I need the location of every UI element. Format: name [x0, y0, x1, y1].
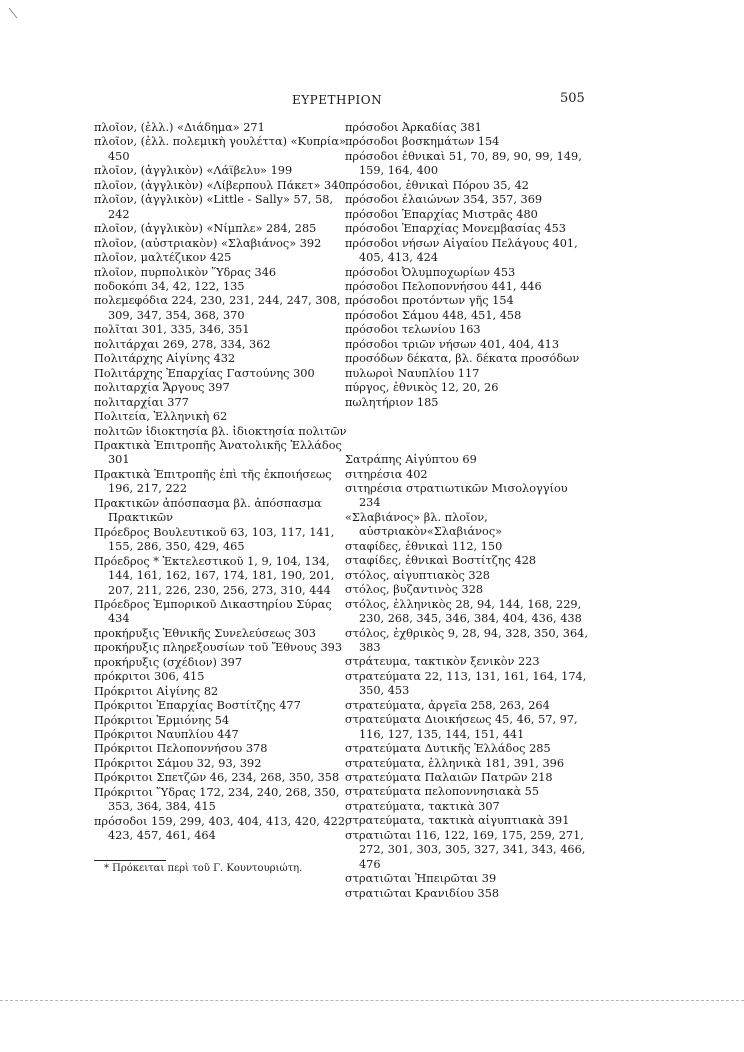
index-entry: Πρόεδρος Βουλευτικοῦ 63, 103, 117, 141, 155, 286, 350, 429, 465	[94, 525, 335, 554]
index-entry: πωλητήριον 185	[345, 395, 439, 409]
index-entry: στόλος, αἰγυπτιακὸς 328	[345, 568, 490, 582]
scan-corner-mark	[8, 4, 18, 16]
index-entry: στρατεύματα, ἑλληνικὰ 181, 391, 396	[345, 756, 565, 770]
index-entry: πρόσοδοι τελωνίου 163	[345, 323, 481, 337]
index-entry: πλοῖον, (ἑλλ.) «Διάδημα» 271	[94, 121, 265, 134]
right-column-bottom-group	[345, 453, 590, 901]
index-entry: πλοῖον, (ἀγγλικὸν) «Little - Sally» 57, 58, 242	[94, 193, 334, 221]
index-entry: Πρακτικῶν ἀπόσπασμα βλ. ἀπόσπασμα Πρακτικῶν	[94, 496, 322, 525]
index-entry: στρατεύματα, τακτικὰ αἰγυπτιακὰ 391	[345, 814, 570, 828]
index-entry: πρόσοδοι Ἀρκαδίας 381	[345, 121, 482, 134]
index-entry: πλοῖον, (αὐστριακὸν) «Σλαβιάνος» 392	[94, 236, 322, 250]
index-entry: ποδοκόπι 34, 42, 122, 135	[94, 279, 245, 293]
running-head	[0, 93, 744, 107]
index-entry: στρατεύματα Διοικήσεως 45, 46, 57, 97, 116, 127, 135, 144, 151, 441	[345, 713, 578, 741]
page-number: 505	[560, 91, 585, 106]
index-entry: πρόσοδοι ἐθνικαὶ 51, 70, 89, 90, 99, 149, 159, 164, 400	[345, 149, 582, 178]
index-entry: Πρακτικὰ Ἐπιτροπῆς ἐπὶ τῆς ἐκποιήσεως 196, 217, 222	[94, 467, 332, 496]
index-entry: στρατεύματα 22, 113, 131, 161, 164, 174, 350, 453	[345, 669, 587, 698]
index-entry: πλοῖον, (ἀγγλικὸν) «Νίμπλε» 284, 285	[94, 222, 317, 236]
index-entry: πλοῖον, (ἀγγλικὸν) «Λίβερπουλ Πάκετ» 340	[94, 178, 346, 192]
index-entry: πολιταρχίαι 377	[94, 395, 189, 409]
index-entry: προκήρυξις πληρεξουσίων τοῦ Ἔθνους 393	[94, 641, 343, 655]
index-entry: σιτηρέσια στρατιωτικῶν Μισολογγίου 234	[345, 481, 568, 510]
index-entry: πρόσοδοι, ἐθνικαὶ Πόρου 35, 42	[345, 178, 529, 192]
index-entry: Πρόεδρος Ἐμπορικοῦ Δικαστηρίου Σύρας 434	[94, 597, 332, 626]
index-entry: Πρόεδρος * Ἐκτελεστικοῦ 1, 9, 104, 134, 144, 161, 162, 167, 174, 181, 190, 201, 207, 211, 226, 230, 256, 273, 310, 444	[94, 554, 335, 597]
index-entry: στρατεύματα πελοποννησιακὰ 55	[345, 785, 540, 799]
running-title: ΕΥΡΕΤΗΡΙΟΝ	[292, 93, 383, 107]
index-entry: στρατεύματα Παλαιῶν Πατρῶν 218	[345, 771, 553, 785]
index-entry: Πρόκριτοι Σάμου 32, 93, 392	[94, 756, 262, 770]
index-entry: πρόσοδοι ἐλαιώνων 354, 357, 369	[345, 193, 543, 207]
index-entry: πρόσοδοι 159, 299, 403, 404, 413, 420, 422, 423, 457, 461, 464	[94, 814, 349, 843]
index-entry: Πολιτάρχης Ἐπαρχίας Γαστούνης 300	[94, 366, 315, 380]
index-entry: Πρόκριτοι Σπετζῶν 46, 234, 268, 350, 358	[94, 771, 340, 785]
index-entry: Πρακτικὰ Ἐπιτροπῆς Ἀνατολικῆς Ἑλλάδος 301	[94, 438, 342, 467]
index-entry: προκήρυξις (σχέδιον) 397	[94, 655, 243, 669]
index-entry: στράτευμα, τακτικὸν ξενικὸν 223	[345, 655, 540, 669]
index-entry: στρατιῶται Ἠπειρῶται 39	[345, 872, 497, 886]
index-entry: Πρόκριτοι Ναυπλίου 447	[94, 728, 239, 742]
index-entry: στρατιῶται 116, 122, 169, 175, 259, 271, 272, 301, 303, 305, 327, 341, 343, 466, 476	[345, 828, 586, 871]
index-entry: «Σλαβιάνος» βλ. πλοῖον, αὐστριακὸν«Σλαβιάνος»	[345, 510, 503, 539]
index-entry: σταφίδες, ἐθνικαὶ 112, 150	[345, 539, 503, 553]
index-entry: Πρόκριτοι Ὕδρας 172, 234, 240, 268, 350, 353, 364, 384, 415	[94, 785, 340, 814]
index-entry: πρόσοδοι νήσων Αἰγαίου Πελάγους 401, 405, 413, 424	[345, 236, 578, 265]
index-entry: πολῖται 301, 335, 346, 351	[94, 323, 250, 337]
index-entry: στρατεύματα Δυτικῆς Ἑλλάδος 285	[345, 742, 551, 756]
index-entry: πρόσοδοι βοσκημάτων 154	[345, 135, 500, 149]
scan-artifact-line	[0, 1000, 744, 1001]
index-entry: πλοῖον, μαλτέζικον 425	[94, 251, 232, 265]
index-entry: πρόσοδοι Σάμου 448, 451, 458	[345, 308, 522, 322]
index-entry: στόλος, ἑλληνικὸς 28, 94, 144, 168, 229, 230, 268, 345, 346, 384, 404, 436, 438	[345, 597, 582, 626]
right-column	[345, 121, 590, 901]
index-entry: στρατιῶται Κρανιδίου 358	[345, 886, 500, 900]
index-entry: σιτηρέσια 402	[345, 467, 428, 481]
index-entry: σταφίδες, ἐθνικαὶ Βοστίτζης 428	[345, 554, 537, 568]
index-entry: πολιτάρχαι 269, 278, 334, 362	[94, 337, 271, 351]
index-entry: πολιτῶν ἰδιοκτησία βλ. ἰδιοκτησία πολιτῶν	[94, 424, 347, 438]
index-entry: πλοῖον, (ἑλλ. πολεμικὴ γουλέττα) «Κυπρία» 450	[94, 135, 346, 163]
index-entry: Πρόκριτοι Ἐπαρχίας Βοστίτζης 477	[94, 699, 301, 713]
index-entry: πλοῖον, πυρπολικὸν Ὕδρας 346	[94, 265, 277, 279]
index-entry: πρόσοδοι Ὀλυμποχωρίων 453	[345, 265, 516, 279]
index-entry: πρόκριτοι 306, 415	[94, 670, 205, 684]
index-entry: πρόσοδοι τριῶν νήσων 401, 404, 413	[345, 337, 560, 351]
index-entry: προσόδων δέκατα, βλ. δέκατα προσόδων	[345, 352, 580, 366]
index-entry: πρόσοδοι Πελοποννήσου 441, 446	[345, 279, 542, 293]
index-entry: πρόσοδοι Ἐπαρχίας Μιστρᾶς 480	[345, 207, 538, 221]
index-entry: πυλωροὶ Ναυπλίου 117	[345, 366, 480, 380]
index-entry: πολιταρχία Ἄργους 397	[94, 381, 230, 395]
index-entry: στρατεύματα, ἀργεῖα 258, 263, 264	[345, 698, 550, 712]
footnote: * Πρόκειται περὶ τοῦ Γ. Κουντουριώτη.	[104, 863, 303, 874]
footnote-rule	[94, 860, 166, 861]
index-entry: πολεμεφόδια 224, 230, 231, 244, 247, 308, 309, 347, 354, 368, 370	[94, 294, 341, 322]
index-entry: στόλος, ἐχθρικὸς 9, 28, 94, 328, 350, 364, 383	[345, 626, 588, 654]
index-entry: Σατράπης Αἰγύπτου 69	[345, 453, 477, 467]
index-entry: προκήρυξις Ἐθνικῆς Συνελεύσεως 303	[94, 626, 316, 640]
index-entry: πλοῖον, (ἀγγλικὸν) «Λάϊβελυ» 199	[94, 164, 293, 178]
left-column	[94, 121, 354, 844]
index-entry: στόλος, βυζαντινὸς 328	[345, 583, 484, 597]
index-entry: Πολιτάρχης Αἰγίνης 432	[94, 352, 236, 366]
right-column-top-group	[345, 121, 590, 410]
index-entry: πύργος, ἐθνικὸς 12, 20, 26	[345, 381, 499, 395]
index-entry: Πρόκριτοι Ἑρμιόνης 54	[94, 713, 230, 727]
index-entry: στρατεύματα, τακτικὰ 307	[345, 799, 500, 813]
index-entry: πρόσοδοι προτόντων γῆς 154	[345, 294, 514, 308]
section-gap	[345, 410, 590, 453]
index-entry: πρόσοδοι Ἐπαρχίας Μονεμβασίας 453	[345, 222, 566, 236]
index-entry: Πολιτεία, Ἑλληνικὴ 62	[94, 410, 228, 424]
index-entry: Πρόκριτοι Αἰγίνης 82	[94, 684, 219, 698]
index-entry: Πρόκριτοι Πελοποννήσου 378	[94, 742, 268, 756]
